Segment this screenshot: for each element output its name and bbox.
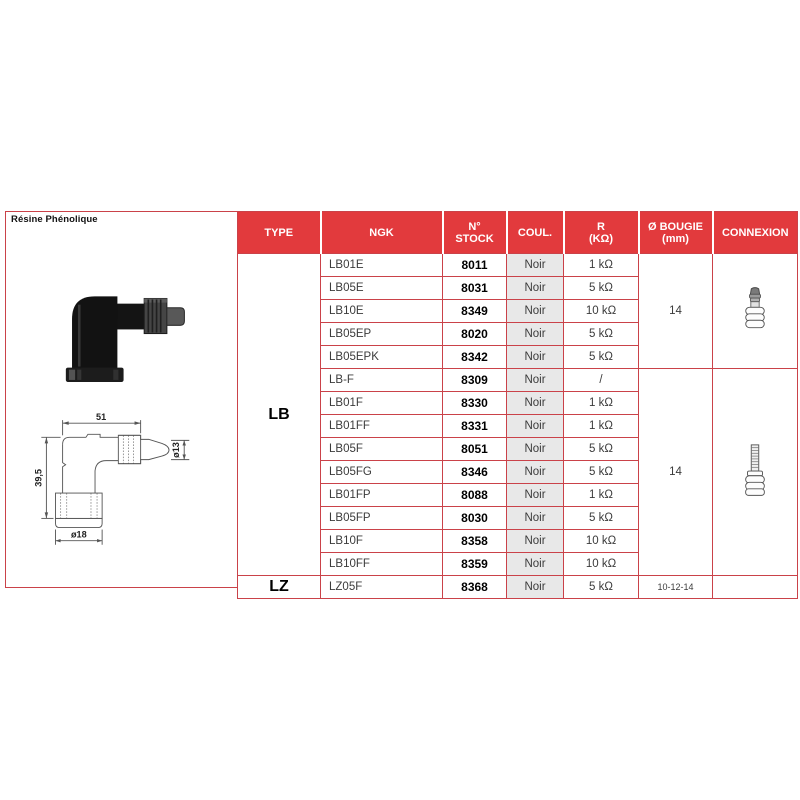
- resistance-cell: 1 kΩ: [564, 415, 639, 438]
- resistance-cell: 5 kΩ: [564, 461, 639, 484]
- header-resistance: R (KΩ): [564, 212, 639, 254]
- stock-cell: 8020: [443, 323, 507, 346]
- table-row: [238, 576, 798, 599]
- ngk-cell: LB05FP: [321, 507, 443, 530]
- technical-drawing: [28, 412, 233, 564]
- stock-cell: 8359: [443, 553, 507, 576]
- couleur-cell: Noir: [507, 530, 564, 553]
- connexion-group-cell: [713, 254, 798, 369]
- resistance-cell: 5 kΩ: [564, 346, 639, 369]
- resistance-cell: 5 kΩ: [564, 576, 639, 599]
- ngk-cell: LB10FF: [321, 553, 443, 576]
- header-type: TYPE: [238, 212, 321, 254]
- dim-height-label: 39,5: [33, 468, 44, 487]
- couleur-cell: Noir: [507, 392, 564, 415]
- ngk-cell: LB05FG: [321, 461, 443, 484]
- ngk-cell: LB10E: [321, 300, 443, 323]
- couleur-cell: Noir: [507, 369, 564, 392]
- connexion-empty-cell: [713, 576, 798, 599]
- stock-cell: 8368: [443, 576, 507, 599]
- catalog-content-block: [5, 211, 797, 595]
- ngk-cell: LZ05F: [321, 576, 443, 599]
- stock-cell: 8346: [443, 461, 507, 484]
- ngk-cell: LB10F: [321, 530, 443, 553]
- type-group-lb: LB: [238, 254, 321, 576]
- resistance-cell: /: [564, 369, 639, 392]
- resistance-cell: 5 kΩ: [564, 277, 639, 300]
- couleur-cell: Noir: [507, 484, 564, 507]
- table-header: [238, 212, 798, 254]
- resistance-cell: 5 kΩ: [564, 507, 639, 530]
- stock-cell: 8349: [443, 300, 507, 323]
- product-panel: [5, 211, 238, 588]
- couleur-cell: Noir: [507, 576, 564, 599]
- stock-cell: 8330: [443, 392, 507, 415]
- stock-cell: 8331: [443, 415, 507, 438]
- stock-cell: 8342: [443, 346, 507, 369]
- header-stock: N° STOCK: [443, 212, 507, 254]
- ngk-cell: LB01FP: [321, 484, 443, 507]
- resistance-cell: 5 kΩ: [564, 438, 639, 461]
- resistance-cell: 5 kΩ: [564, 323, 639, 346]
- resistance-cell: 10 kΩ: [564, 300, 639, 323]
- ngk-cell: LB01F: [321, 392, 443, 415]
- terminal-nut-icon: [739, 286, 771, 336]
- stock-cell: 8088: [443, 484, 507, 507]
- stock-cell: 8030: [443, 507, 507, 530]
- bougie-group-cell: 14: [639, 369, 713, 576]
- dim-base-diameter-label: ø18: [70, 529, 87, 540]
- resistance-cell: 1 kΩ: [564, 484, 639, 507]
- stock-cell: 8011: [443, 254, 507, 277]
- couleur-cell: Noir: [507, 346, 564, 369]
- resistance-cell: 10 kΩ: [564, 553, 639, 576]
- ngk-cell: LB05EP: [321, 323, 443, 346]
- stock-cell: 8358: [443, 530, 507, 553]
- bougie-group-cell: 14: [639, 254, 713, 369]
- material-label: Résine Phénolique: [11, 214, 98, 225]
- couleur-cell: Noir: [507, 461, 564, 484]
- resistance-cell: 1 kΩ: [564, 254, 639, 277]
- ngk-cell: LB-F: [321, 369, 443, 392]
- ngk-cell: LB05EPK: [321, 346, 443, 369]
- couleur-cell: Noir: [507, 507, 564, 530]
- type-group-lz: LZ: [238, 576, 321, 599]
- ngk-cell: LB05F: [321, 438, 443, 461]
- couleur-cell: Noir: [507, 438, 564, 461]
- ngk-cell: LB01FF: [321, 415, 443, 438]
- threaded-stud-icon: [739, 443, 771, 501]
- stock-cell: 8051: [443, 438, 507, 461]
- header-bougie-diameter: Ø BOUGIE (mm): [639, 212, 713, 254]
- connexion-group-cell: [713, 369, 798, 576]
- resistance-cell: 10 kΩ: [564, 530, 639, 553]
- bougie-group-cell: 10-12-14: [639, 576, 713, 599]
- ngk-cell: LB01E: [321, 254, 443, 277]
- spec-table: [237, 211, 798, 599]
- stock-cell: 8309: [443, 369, 507, 392]
- couleur-cell: Noir: [507, 415, 564, 438]
- couleur-cell: Noir: [507, 553, 564, 576]
- header-couleur: COUL.: [507, 212, 564, 254]
- header-ngk: NGK: [321, 212, 443, 254]
- table-row: [238, 369, 798, 392]
- spark-plug-cap-photo: [51, 282, 191, 382]
- stock-cell: 8031: [443, 277, 507, 300]
- table-row: [238, 254, 798, 277]
- dim-length-label: 51: [96, 412, 107, 423]
- couleur-cell: Noir: [507, 254, 564, 277]
- ngk-cell: LB05E: [321, 277, 443, 300]
- couleur-cell: Noir: [507, 277, 564, 300]
- couleur-cell: Noir: [507, 300, 564, 323]
- resistance-cell: 1 kΩ: [564, 392, 639, 415]
- header-connexion: CONNEXION: [713, 212, 798, 254]
- dim-tip-diameter-label: ø13: [171, 442, 182, 458]
- couleur-cell: Noir: [507, 323, 564, 346]
